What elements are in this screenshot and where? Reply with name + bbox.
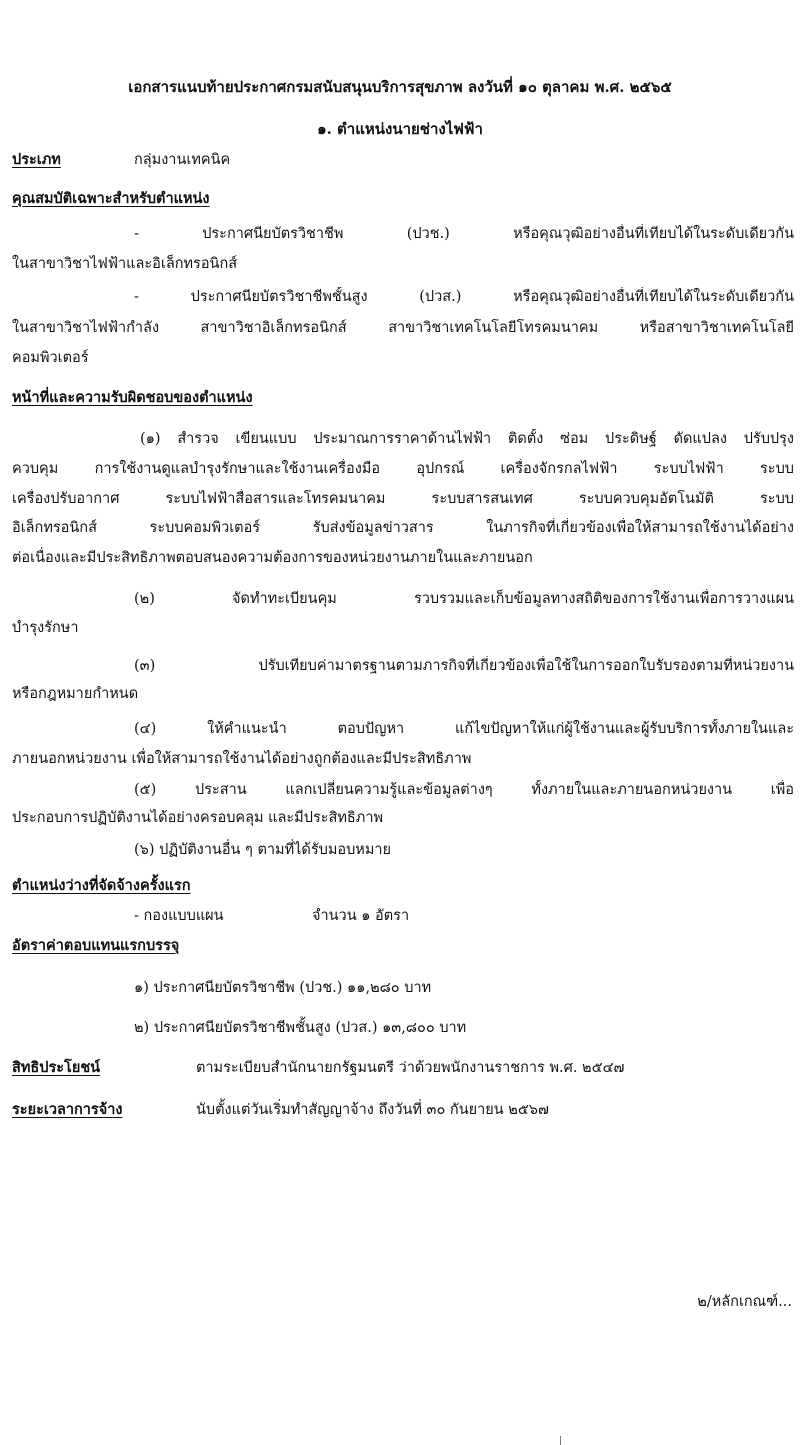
duty-3-line-1: (๓) ปรับเทียบค่ามาตรฐานตามภารกิจที่เกี่ยวข้องเพื่อใช้ในการออกใบรับรองตามที่หน่วยงาน <box>134 658 794 674</box>
type-value: กลุ่มงานเทคนิค <box>134 152 231 168</box>
duty-2-line-2: บำรุงรักษา <box>12 620 79 636</box>
duties-heading: หน้าที่และความรับผิดชอบของตำแหน่ง <box>12 389 253 406</box>
qualification-item-1-line-1: - ประกาศนียบัตรวิชาชีพ (ปวช.) หรือคุณวุฒิอย่างอื่นที่เทียบได้ในระดับเดียวกัน <box>134 226 794 242</box>
type-label: ประเภท <box>12 151 61 168</box>
vacancy-heading: ตำแหน่งว่างที่จัดจ้างครั้งแรก <box>12 877 191 894</box>
duty-1-line-4: อิเล็กทรอนิกส์ ระบบคอมพิวเตอร์ รับส่งข้อมูลข่าวสาร ในภารกิจที่เกี่ยวข้องเพื่อให้สามารถใช้งานได้อย่าง <box>12 520 794 536</box>
term-label: ระยะเวลาการจ้าง <box>12 1101 123 1118</box>
qualification-item-2-line-3: คอมพิวเตอร์ <box>12 350 89 366</box>
qualifications-heading: คุณสมบัติเฉพาะสำหรับตำแหน่ง <box>12 190 210 207</box>
duty-1-line-3: เครื่องปรับอากาศ ระบบไฟฟ้าสื่อสารและโทรคมนาคม ระบบสารสนเทศ ระบบควบคุมอัตโนมัติ ระบบ <box>12 491 794 507</box>
duty-4-line-2: ภายนอกหน่วยงาน เพื่อให้สามารถใช้งานได้อย่างถูกต้องและมีประสิทธิภาพ <box>12 751 472 767</box>
qualification-item-1-line-2: ในสาขาวิชาไฟฟ้าและอิเล็กทรอนิกส์ <box>12 256 238 272</box>
position-title: ๑. ตำแหน่งนายช่างไฟฟ้า <box>317 120 483 138</box>
duty-4-line-1: (๔) ให้คำแนะนำ ตอบปัญหา แก้ไขปัญหาให้แก่ผู้ใช้งานและผู้รับบริการทั้งภายในและ <box>134 721 794 737</box>
duty-1-line-2: ควบคุม การใช้งานดูแลบำรุงรักษาและใช้งานเครื่องมือ อุปกรณ์ เครื่องจักรกลไฟฟ้า ระบบไฟฟ้า ระบบ <box>12 461 794 477</box>
qualification-item-2-line-2: ในสาขาวิชาไฟฟ้ากำลัง สาขาวิชาอิเล็กทรอนิกส์ สาขาวิชาเทคโนโลยีโทรคมนาคม หรือสาขาวิชาเทคโนโลยี <box>12 320 794 336</box>
benefits-label: สิทธิประโยชน์ <box>12 1059 101 1076</box>
duty-5-line-2: ประกอบการปฏิบัติงานได้อย่างครอบคลุม และมีประสิทธิภาพ <box>12 810 384 826</box>
salary-heading: อัตราค่าตอบแทนแรกบรรจุ <box>12 937 180 954</box>
document-title: เอกสารแนบท้ายประกาศกรมสนับสนุนบริการสุขภาพ ลงวันที่ ๑๐ ตุลาคม พ.ศ. ๒๕๖๕ <box>128 78 672 96</box>
duty-5-line-1: (๕) ประสาน แลกเปลี่ยนความรู้และข้อมูลต่างๆ ทั้งภายในและภายนอกหน่วยงาน เพื่อ <box>134 782 794 798</box>
term-value: นับตั้งแต่วันเริ่มทำสัญญาจ้าง ถึงวันที่ ๓๐ กันยายน ๒๕๖๗ <box>196 1102 549 1118</box>
salary-item-2: ๒) ประกาศนียบัตรวิชาชีพชั้นสูง (ปวส.) ๑๓,๘๐๐ บาท <box>134 1020 467 1036</box>
duty-6-line-1: (๖) ปฏิบัติงานอื่น ๆ ตามที่ได้รับมอบหมาย <box>134 842 392 858</box>
scan-mark <box>560 1436 561 1445</box>
benefits-value: ตามระเบียบสำนักนายกรัฐมนตรี ว่าด้วยพนักงานราชการ พ.ศ. ๒๕๔๗ <box>196 1060 625 1076</box>
duty-3-line-2: หรือกฎหมายกำหนด <box>12 686 139 702</box>
continued-note: ๒/หลักเกณฑ์... <box>697 1294 792 1310</box>
vacancy-unit: - กองแบบแผน <box>134 908 224 924</box>
duty-1-line-5: ต่อเนื่องและมีประสิทธิภาพตอบสนองความต้องการของหน่วยงานภายในและภายนอก <box>12 550 533 566</box>
duty-2-line-1: (๒) จัดทำทะเบียนคุม รวบรวมและเก็บข้อมูลทางสถิติของการใช้งานเพื่อการวางแผน <box>134 591 794 607</box>
duty-1-line-1: (๑) สำรวจ เขียนแบบ ประมาณการราคาด้านไฟฟ้า ติดตั้ง ซ่อม ประดิษฐ์ ดัดแปลง ปรับปรุง <box>140 431 794 447</box>
vacancy-count: จำนวน ๑ อัตรา <box>312 908 410 924</box>
qualification-item-2-line-1: - ประกาศนียบัตรวิชาชีพชั้นสูง (ปวส.) หรือคุณวุฒิอย่างอื่นที่เทียบได้ในระดับเดียวกัน <box>134 289 794 305</box>
salary-item-1: ๑) ประกาศนียบัตรวิชาชีพ (ปวช.) ๑๑,๒๘๐ บาท <box>134 980 432 996</box>
